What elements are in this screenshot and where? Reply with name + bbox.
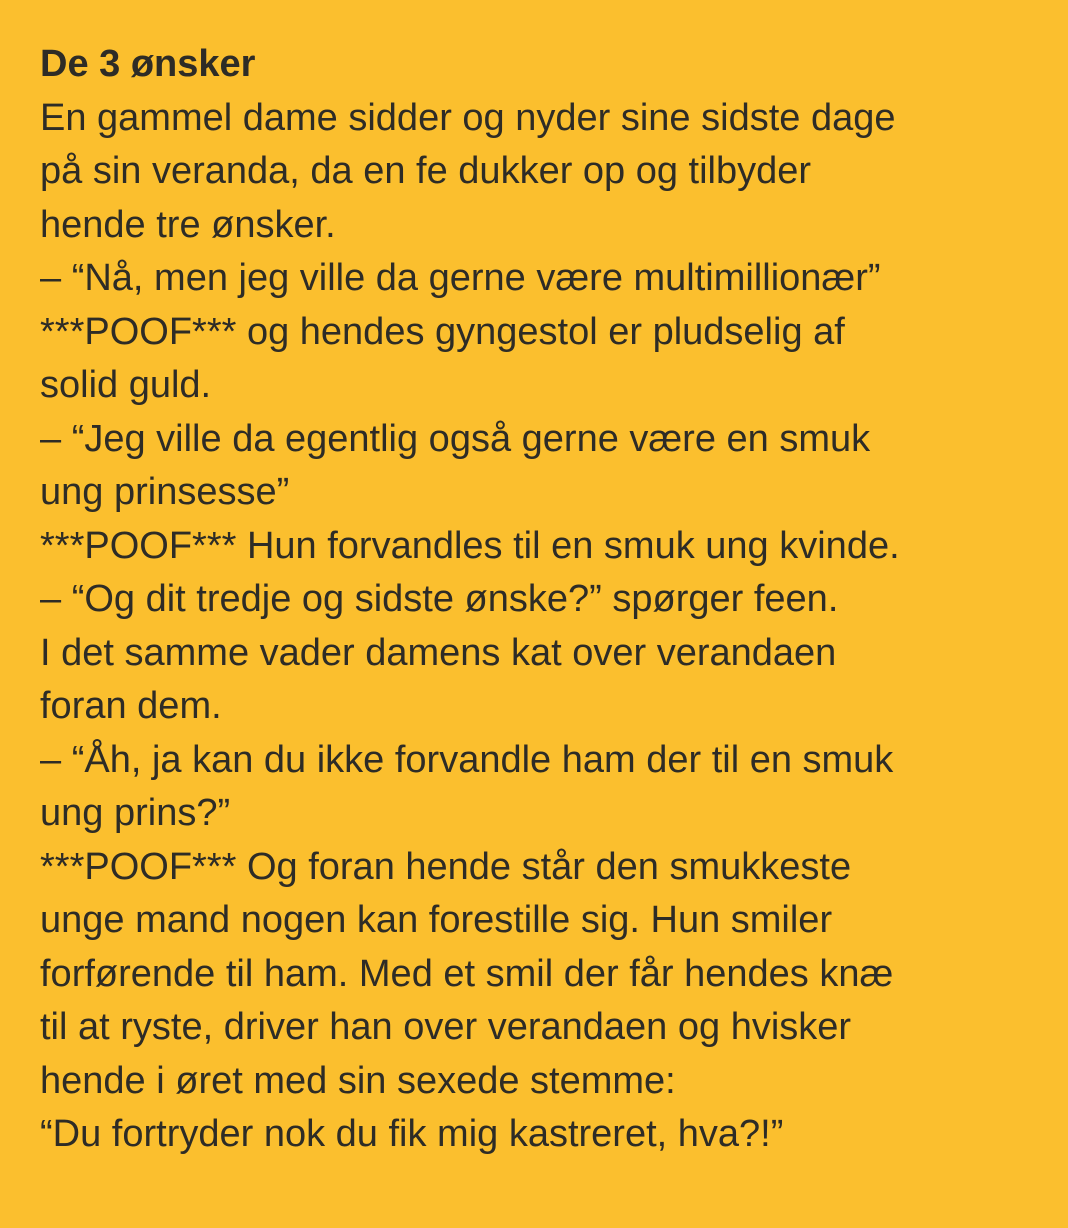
- text-line: En gammel dame sidder og nyder sine sidste dage: [40, 96, 896, 139]
- text-line: til at ryste, driver han over verandaen og hvisker: [40, 1006, 852, 1048]
- text-line: på sin veranda, da en fe dukker op og tilbyder: [40, 150, 812, 192]
- text-line: ung prinsesse”: [40, 471, 290, 513]
- text-line: unge mand nogen kan forestille sig. Hun smiler: [40, 899, 833, 941]
- text-line: – “Åh, ja kan du ikke forvandle ham der til en smuk: [40, 738, 894, 781]
- text-line: solid guld.: [40, 364, 212, 406]
- text-line: foran dem.: [40, 685, 222, 727]
- text-line: “Du fortryder nok du fik mig kastreret, hva?!”: [40, 1113, 784, 1155]
- text-line: ung prins?”: [40, 792, 231, 834]
- text-line: ***POOF*** Og foran hende står den smukkeste: [40, 845, 852, 888]
- text-line: ***POOF*** Hun forvandles til en smuk ung kvinde.: [40, 524, 900, 567]
- text-line: hende i øret med sin sexede stemme:: [40, 1059, 676, 1102]
- text-line: – “Nå, men jeg ville da gerne være multimillionær”: [40, 257, 881, 299]
- text-line: I det samme vader damens kat over verandaen: [40, 631, 837, 674]
- text-line: ***POOF*** og hendes gyngestol er pludselig af: [40, 310, 845, 353]
- text-line: forførende til ham. Med et smil der får hendes knæ: [40, 952, 894, 995]
- text-line: – “Jeg ville da egentlig også gerne være en smuk: [40, 417, 871, 460]
- joke-body: [40, 92, 1048, 1162]
- text-line: – “Og dit tredje og sidste ønske?” spørger feen.: [40, 578, 839, 620]
- joke-title: De 3 ønsker: [40, 43, 256, 85]
- text-line: hende tre ønsker.: [40, 203, 336, 246]
